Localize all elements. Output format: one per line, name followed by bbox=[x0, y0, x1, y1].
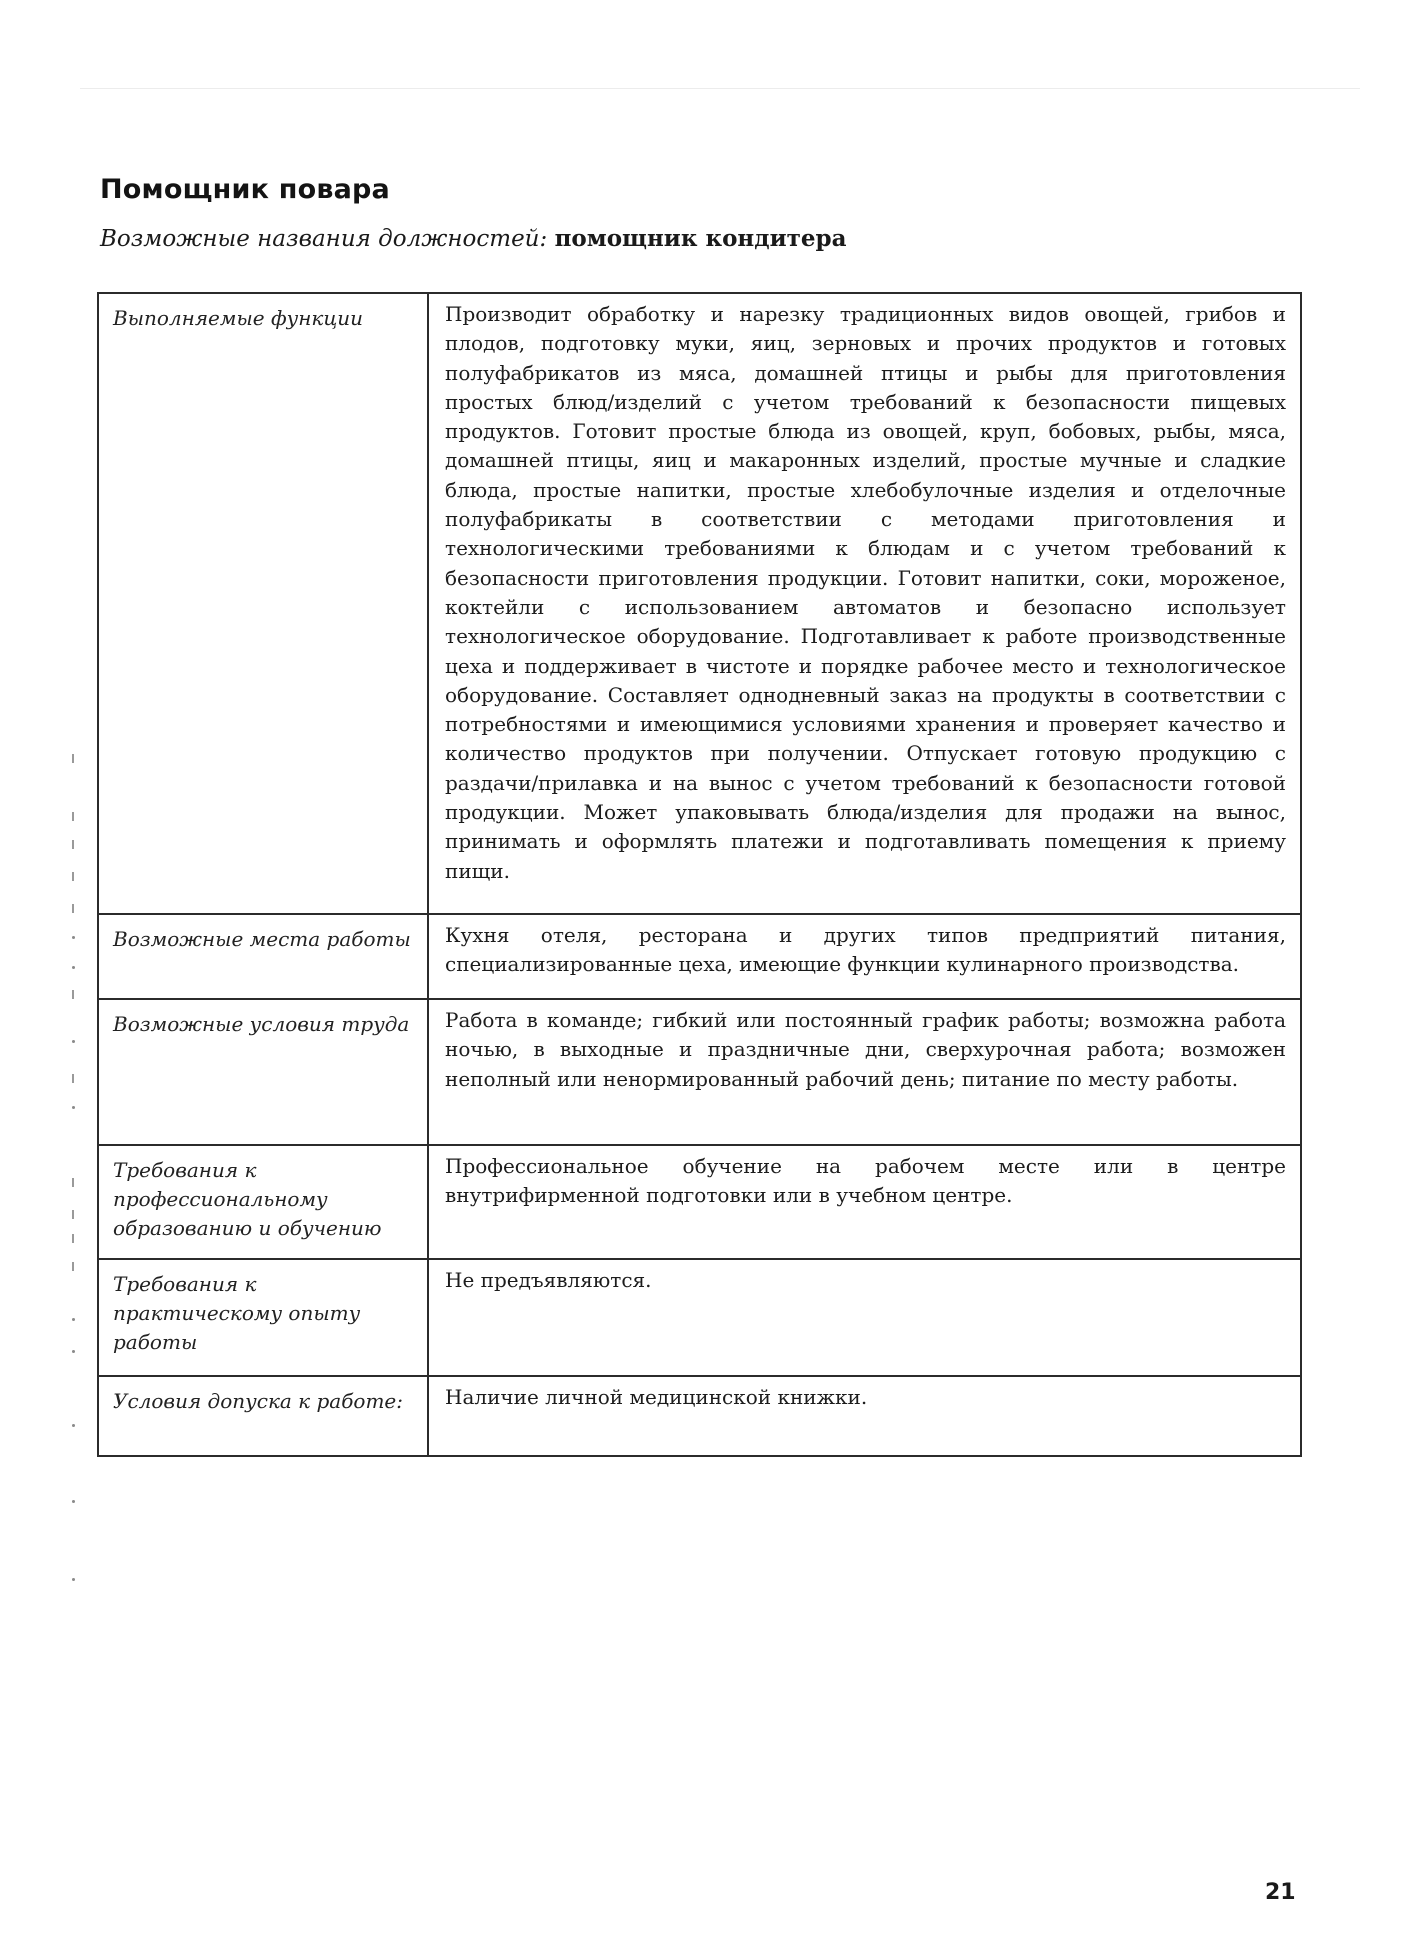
scan-speck bbox=[72, 966, 75, 969]
row-value: Не предъявляются. bbox=[428, 1259, 1301, 1376]
scan-speck bbox=[72, 840, 74, 849]
table-row-places bbox=[98, 914, 1301, 999]
page-number: 21 bbox=[1265, 1880, 1296, 1905]
job-info-table bbox=[97, 292, 1302, 1457]
row-value: Профессиональное обучение на рабочем месте или в центре внутрифирменной подготовки или в учебном центре. bbox=[428, 1145, 1301, 1259]
row-value: Кухня отеля, ресторана и других типов предприятий питания, специализированные цеха, имеющие функции кулинарного производства. bbox=[428, 914, 1301, 999]
scan-speck bbox=[72, 1210, 74, 1219]
row-label: Требования к практическому опыту работы bbox=[98, 1259, 428, 1376]
row-value: Работа в команде; гибкий или постоянный график работы; возможна работа ночью, в выходные и праздничные дни, сверхурочная работа; возможен неполный или ненормированный рабочий день; питание по месту работы. bbox=[428, 999, 1301, 1145]
scan-speck bbox=[72, 1178, 74, 1187]
scan-speck bbox=[72, 1262, 74, 1271]
row-label: Выполняемые функции bbox=[98, 293, 428, 914]
scan-speck bbox=[72, 872, 74, 881]
row-label: Возможные места работы bbox=[98, 914, 428, 999]
row-label: Возможные условия труда bbox=[98, 999, 428, 1145]
subtitle bbox=[100, 225, 847, 252]
subtitle-label: Возможные названия должностей: bbox=[100, 226, 548, 252]
table-row-functions bbox=[98, 293, 1301, 914]
scan-speck bbox=[72, 754, 74, 763]
scan-speck bbox=[72, 1106, 75, 1109]
scan-edge-line bbox=[80, 88, 1360, 89]
table-row-experience bbox=[98, 1259, 1301, 1376]
scan-speck bbox=[72, 936, 75, 939]
scan-speck bbox=[72, 1578, 75, 1581]
table-row-conditions bbox=[98, 999, 1301, 1145]
table-row-admission bbox=[98, 1376, 1301, 1456]
scan-speck bbox=[72, 1234, 74, 1243]
subtitle-value: помощник кондитера bbox=[554, 225, 847, 252]
table-row-education bbox=[98, 1145, 1301, 1259]
row-value: Производит обработку и нарезку традиционных видов овощей, грибов и плодов, подготовку муки, яиц, зерновых и прочих продуктов и готовых полуфабрикатов из мяса, домашней птицы и рыбы для приготовления простых блюд/изделий с учетом требований к безопасности пищевых продуктов. Готовит простые блюда из овощей, круп, бобовых, рыбы, мяса, домашней птицы, яиц и макаронных изделий, простые мучные и сладкие блюда, простые напитки, простые хлебобулочные изделия и отделочные полуфабрикаты в соответствии с методами приготовления и технологическими требованиями к блюдам и с учетом требований к безопасности приготовления продукции. Готовит напитки, соки, мороженое, коктейли с использованием автоматов и безопасно использует технологическое оборудование. Подготавливает к работе производственные цеха и поддерживает в чистоте и порядке рабочее место и технологическое оборудование. Составляет однодневный заказ на продукты в соответствии с потребностями и имеющимися условиями хранения и проверяет качество и количество продуктов при получении. Отпускает готовую продукцию с раздачи/прилавка и на вынос с учетом требований к безопасности готовой продукции. Может упаковывать блюда/изделия для продажи на вынос, принимать и оформлять платежи и подготавливать помещения к приему пищи. bbox=[428, 293, 1301, 914]
scan-speck bbox=[72, 1500, 75, 1503]
scan-speck bbox=[72, 1040, 75, 1043]
scan-speck bbox=[72, 812, 74, 821]
row-label: Требования к профессиональному образованию и обучению bbox=[98, 1145, 428, 1259]
page-title: Помощник повара bbox=[100, 174, 390, 205]
scan-speck bbox=[72, 1424, 75, 1427]
scan-speck bbox=[72, 1350, 75, 1353]
scan-speck bbox=[72, 1074, 74, 1083]
row-value: Наличие личной медицинской книжки. bbox=[428, 1376, 1301, 1456]
scan-speck bbox=[72, 904, 74, 913]
scan-speck bbox=[72, 1318, 75, 1321]
row-label: Условия допуска к работе: bbox=[98, 1376, 428, 1456]
scan-speck bbox=[72, 990, 74, 999]
